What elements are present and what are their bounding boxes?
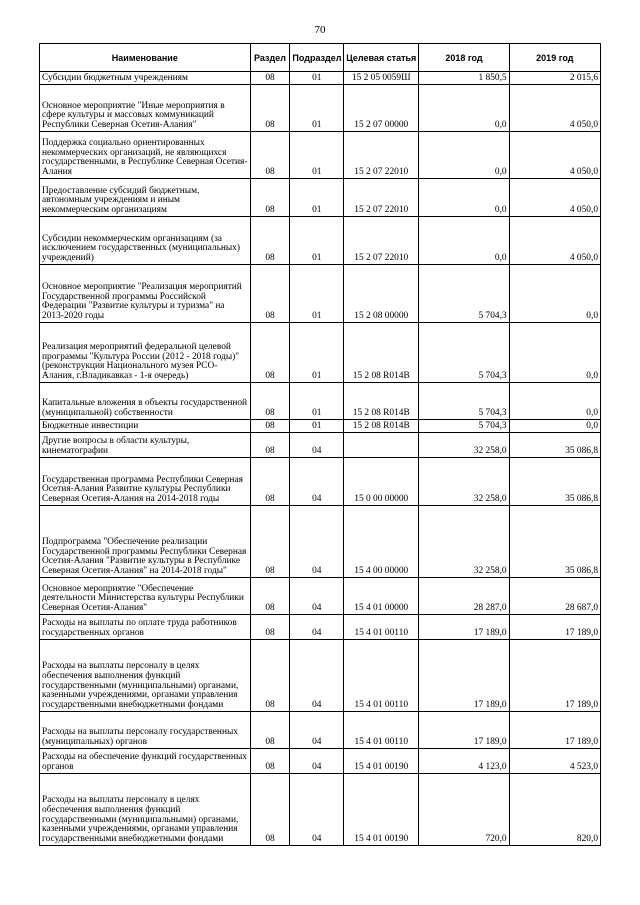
row-subsection: 04 [290, 578, 344, 615]
row-section: 08 [250, 383, 290, 420]
row-2019: 17 189,0 [509, 640, 600, 712]
row-name: Субсидии некоммерческим организациям (за исключением государственных (муниципальных) учреждений) [40, 217, 251, 265]
row-target: 15 2 08 R014B [344, 383, 419, 420]
row-name: Расходы на выплаты персоналу в целях обеспечения выполнения функций государственными (муниципальными) органами, казенными учреждениями, органами управления государственными внебюджетными фондами [40, 640, 251, 712]
row-name: Другие вопросы в области культуры, кинематографии [40, 433, 251, 458]
row-name: Расходы на обеспечение функций государственных органов [40, 749, 251, 774]
row-section: 08 [250, 433, 290, 458]
row-2019: 0,0 [509, 383, 600, 420]
row-name: Реализация мероприятий федеральной целевой программы "Культура России (2012 - 2018 годы)" (реконструкция Национального музея РСО-Алания, г.Владикавказ - 1-я очередь) [40, 323, 251, 383]
page-number: 70 [314, 24, 326, 36]
row-2018: 0,0 [419, 85, 509, 132]
row-2018: 1 850,5 [419, 72, 509, 85]
table-row [40, 640, 601, 712]
row-2019: 0,0 [509, 265, 600, 323]
row-section: 08 [250, 217, 290, 265]
row-name: Капитальные вложения в объекты государственной (муниципальной) собственности [40, 383, 251, 420]
row-section: 08 [250, 749, 290, 774]
table-row [40, 265, 601, 323]
row-name: Поддержка социально ориентированных некоммерческих организаций, не являющихся государственными, в Республике Северная Осетия-Алания [40, 132, 251, 179]
row-2019: 28 687,0 [509, 578, 600, 615]
row-target: 15 2 08 R014B [344, 323, 419, 383]
row-2019: 4 050,0 [509, 85, 600, 132]
header-name: Наименование [40, 44, 251, 72]
row-target: 15 2 08 R014B [344, 420, 419, 433]
row-2018: 28 287,0 [419, 578, 509, 615]
row-name: Расходы на выплаты персоналу в целях обеспечения выполнения функций государственными (муниципальными) органами, казенными учреждениями, органами управления государственными внебюджетными фондами [40, 774, 251, 846]
row-section: 08 [250, 132, 290, 179]
table-row [40, 383, 601, 420]
row-name: Подпрограмма "Обеспечение реализации Государственной программы Республики Северная Осетия-Алания "Развитие культуры в Республике Северная Осетия-Алания" на 2014-2018 годы" [40, 506, 251, 578]
row-2018: 0,0 [419, 132, 509, 179]
row-subsection: 01 [290, 323, 344, 383]
row-target: 15 4 01 00190 [344, 774, 419, 846]
row-name: Расходы на выплаты персоналу государственных (муниципальных) органов [40, 712, 251, 749]
table-row [40, 458, 601, 506]
header-2018: 2018 год [419, 44, 509, 72]
row-section: 08 [250, 420, 290, 433]
row-2018: 32 258,0 [419, 458, 509, 506]
table-row [40, 433, 601, 458]
row-target: 15 4 01 00110 [344, 615, 419, 640]
row-target: 15 4 01 00110 [344, 712, 419, 749]
row-section: 08 [250, 265, 290, 323]
row-2019: 35 086,8 [509, 458, 600, 506]
table-row [40, 578, 601, 615]
table-row [40, 179, 601, 217]
header-row [40, 44, 601, 72]
row-target: 15 2 07 22010 [344, 179, 419, 217]
row-2019: 4 523,0 [509, 749, 600, 774]
row-2018: 720,0 [419, 774, 509, 846]
row-2018: 17 189,0 [419, 615, 509, 640]
row-section: 08 [250, 85, 290, 132]
row-subsection: 04 [290, 506, 344, 578]
row-section: 08 [250, 640, 290, 712]
row-section: 08 [250, 506, 290, 578]
table-row [40, 712, 601, 749]
row-section: 08 [250, 458, 290, 506]
row-2019: 35 086,8 [509, 433, 600, 458]
row-2019: 17 189,0 [509, 712, 600, 749]
row-name: Расходы на выплаты по оплате труда работников государственных органов [40, 615, 251, 640]
row-2019: 4 050,0 [509, 132, 600, 179]
row-name: Основное мероприятие "Обеспечение деятельности Министерства культуры Республики Северная Осетия-Алания" [40, 578, 251, 615]
table-row [40, 749, 601, 774]
table-row [40, 72, 601, 85]
row-2018: 32 258,0 [419, 433, 509, 458]
row-subsection: 01 [290, 132, 344, 179]
header-section: Раздел [250, 44, 290, 72]
row-name: Предоставление субсидий бюджетным, автономным учреждениям и иным некоммерческим организациям [40, 179, 251, 217]
row-2018: 32 258,0 [419, 506, 509, 578]
row-name: Государственная программа Республики Северная Осетия-Алания Развитие культуры Республики Северная Осетия-Алания на 2014-2018 годы [40, 458, 251, 506]
row-2019: 4 050,0 [509, 179, 600, 217]
header-subsection: Подраздел [290, 44, 344, 72]
row-name: Субсидии бюджетным учреждениям [40, 72, 251, 85]
row-subsection: 01 [290, 179, 344, 217]
table-row [40, 132, 601, 179]
row-2018: 5 704,3 [419, 420, 509, 433]
row-target: 15 4 01 00110 [344, 640, 419, 712]
table-row [40, 774, 601, 846]
row-section: 08 [250, 578, 290, 615]
table-row [40, 217, 601, 265]
row-subsection: 01 [290, 85, 344, 132]
row-subsection: 04 [290, 774, 344, 846]
row-target: 15 0 00 00000 [344, 458, 419, 506]
row-subsection: 04 [290, 433, 344, 458]
row-subsection: 04 [290, 615, 344, 640]
row-section: 08 [250, 615, 290, 640]
header-2019: 2019 год [509, 44, 600, 72]
header-target: Целевая статья [344, 44, 419, 72]
row-2018: 17 189,0 [419, 712, 509, 749]
table-row [40, 85, 601, 132]
row-2019: 820,0 [509, 774, 600, 846]
row-subsection: 04 [290, 712, 344, 749]
row-2019: 0,0 [509, 420, 600, 433]
row-2019: 2 015,6 [509, 72, 600, 85]
row-name: Бюджетные инвестиции [40, 420, 251, 433]
row-target: 15 4 01 00000 [344, 578, 419, 615]
row-2019: 4 050,0 [509, 217, 600, 265]
row-section: 08 [250, 72, 290, 85]
row-2019: 0,0 [509, 323, 600, 383]
row-subsection: 01 [290, 420, 344, 433]
table-row [40, 506, 601, 578]
row-target: 15 4 01 00190 [344, 749, 419, 774]
row-2018: 4 123,0 [419, 749, 509, 774]
row-subsection: 01 [290, 265, 344, 323]
row-target: 15 2 07 22010 [344, 132, 419, 179]
row-2018: 5 704,3 [419, 383, 509, 420]
table-row [40, 615, 601, 640]
row-2018: 0,0 [419, 179, 509, 217]
row-2018: 5 704,3 [419, 265, 509, 323]
row-target [344, 433, 419, 458]
table-row [40, 420, 601, 433]
row-section: 08 [250, 712, 290, 749]
row-section: 08 [250, 774, 290, 846]
table-row [40, 323, 601, 383]
row-target: 15 4 00 00000 [344, 506, 419, 578]
budget-table [39, 43, 601, 846]
row-name: Основное мероприятие "Реализация мероприятий Государственной программы Российской Федерации "Развитие культуры и туризма" на 2013-2020 годы [40, 265, 251, 323]
row-target: 15 2 08 00000 [344, 265, 419, 323]
row-target: 15 2 07 22010 [344, 217, 419, 265]
row-target: 15 2 07 00000 [344, 85, 419, 132]
row-target: 15 2 05 0059Ш [344, 72, 419, 85]
row-subsection: 01 [290, 72, 344, 85]
row-section: 08 [250, 179, 290, 217]
row-section: 08 [250, 323, 290, 383]
row-subsection: 04 [290, 640, 344, 712]
row-2018: 5 704,3 [419, 323, 509, 383]
row-subsection: 01 [290, 217, 344, 265]
row-subsection: 04 [290, 458, 344, 506]
row-2019: 17 189,0 [509, 615, 600, 640]
row-2018: 0,0 [419, 217, 509, 265]
row-subsection: 01 [290, 383, 344, 420]
row-subsection: 04 [290, 749, 344, 774]
row-name: Основное мероприятие "Иные мероприятия в сфере культуры и массовых коммуникаций Республики Северная Осетия-Алания" [40, 85, 251, 132]
row-2018: 17 189,0 [419, 640, 509, 712]
row-2019: 35 086,8 [509, 506, 600, 578]
